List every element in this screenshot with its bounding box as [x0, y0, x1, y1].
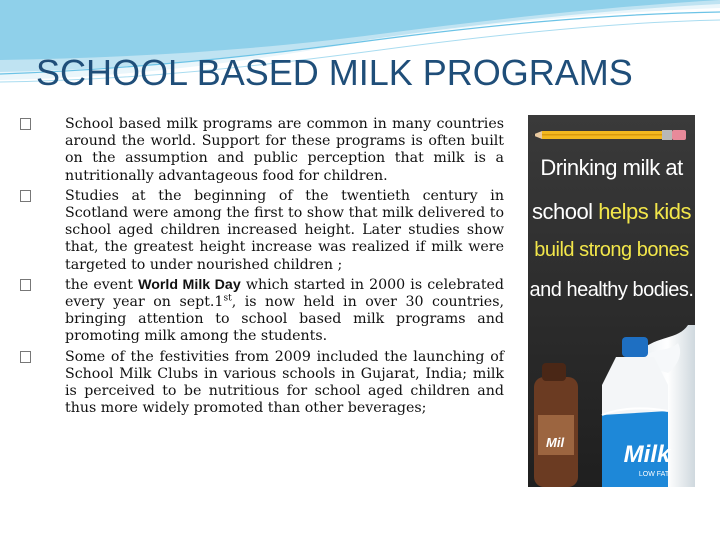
chalk-line: and healthy bodies. — [529, 279, 694, 301]
bullet-box-icon — [20, 351, 31, 363]
bullet-item — [14, 188, 504, 274]
bullet-text-mid: which started in 2000 is celebrated every year on sept.1 — [65, 276, 505, 311]
bullet-text-post: , is now held in over 30 countries, bringing attention to school based milk programs and promoting milk among the students. — [65, 294, 504, 345]
bullet-text: Some of the festivities from 2009 included the launching of School Milk Clubs in various schools in Gujarat, India; milk is perceived to be nutritious for school aged children and thus more widely promoted than other beverages; — [65, 348, 504, 417]
milk-chalkboard-image — [528, 115, 695, 487]
chocolate-milk-bottle-icon — [534, 363, 578, 487]
chalk-line: school helps kids — [531, 199, 692, 224]
bullet-text-pre: the event — [65, 276, 139, 293]
bullet-box-icon — [20, 118, 31, 130]
pencil-icon — [532, 130, 686, 140]
bullet-item — [14, 277, 504, 346]
bullet-text: Studies at the beginning of the twentieth century in Scotland were among the first to show that milk delivered to school aged children increased height. Later studies show that, the greatest height increase was realized if milk were targeted to under nourished children ; — [65, 187, 504, 273]
carton-sub-label: LOW FAT — [638, 471, 670, 478]
bullet-list — [14, 116, 504, 420]
chalk-line: build strong bones — [534, 239, 689, 261]
bullet-box-icon — [20, 279, 31, 291]
bullet-item — [14, 349, 504, 418]
bullet-item — [14, 116, 504, 185]
chalk-line: Drinking milk at — [540, 155, 683, 180]
ordinal-suffix: st — [223, 293, 232, 304]
world-milk-day-highlight: World Milk Day — [138, 276, 241, 293]
bullet-text: School based milk programs are common in many countries around the world. Support for these programs is often built on the assumption and public perception that milk is a nutritionally advantageous food for children. — [65, 116, 504, 184]
carton-milk-label: Milk — [623, 441, 671, 468]
slide-title: SCHOOL BASED MILK PROGRAMS — [36, 52, 633, 93]
chocolate-bottle-label: Mil — [546, 435, 565, 450]
bullet-box-icon — [20, 190, 31, 202]
